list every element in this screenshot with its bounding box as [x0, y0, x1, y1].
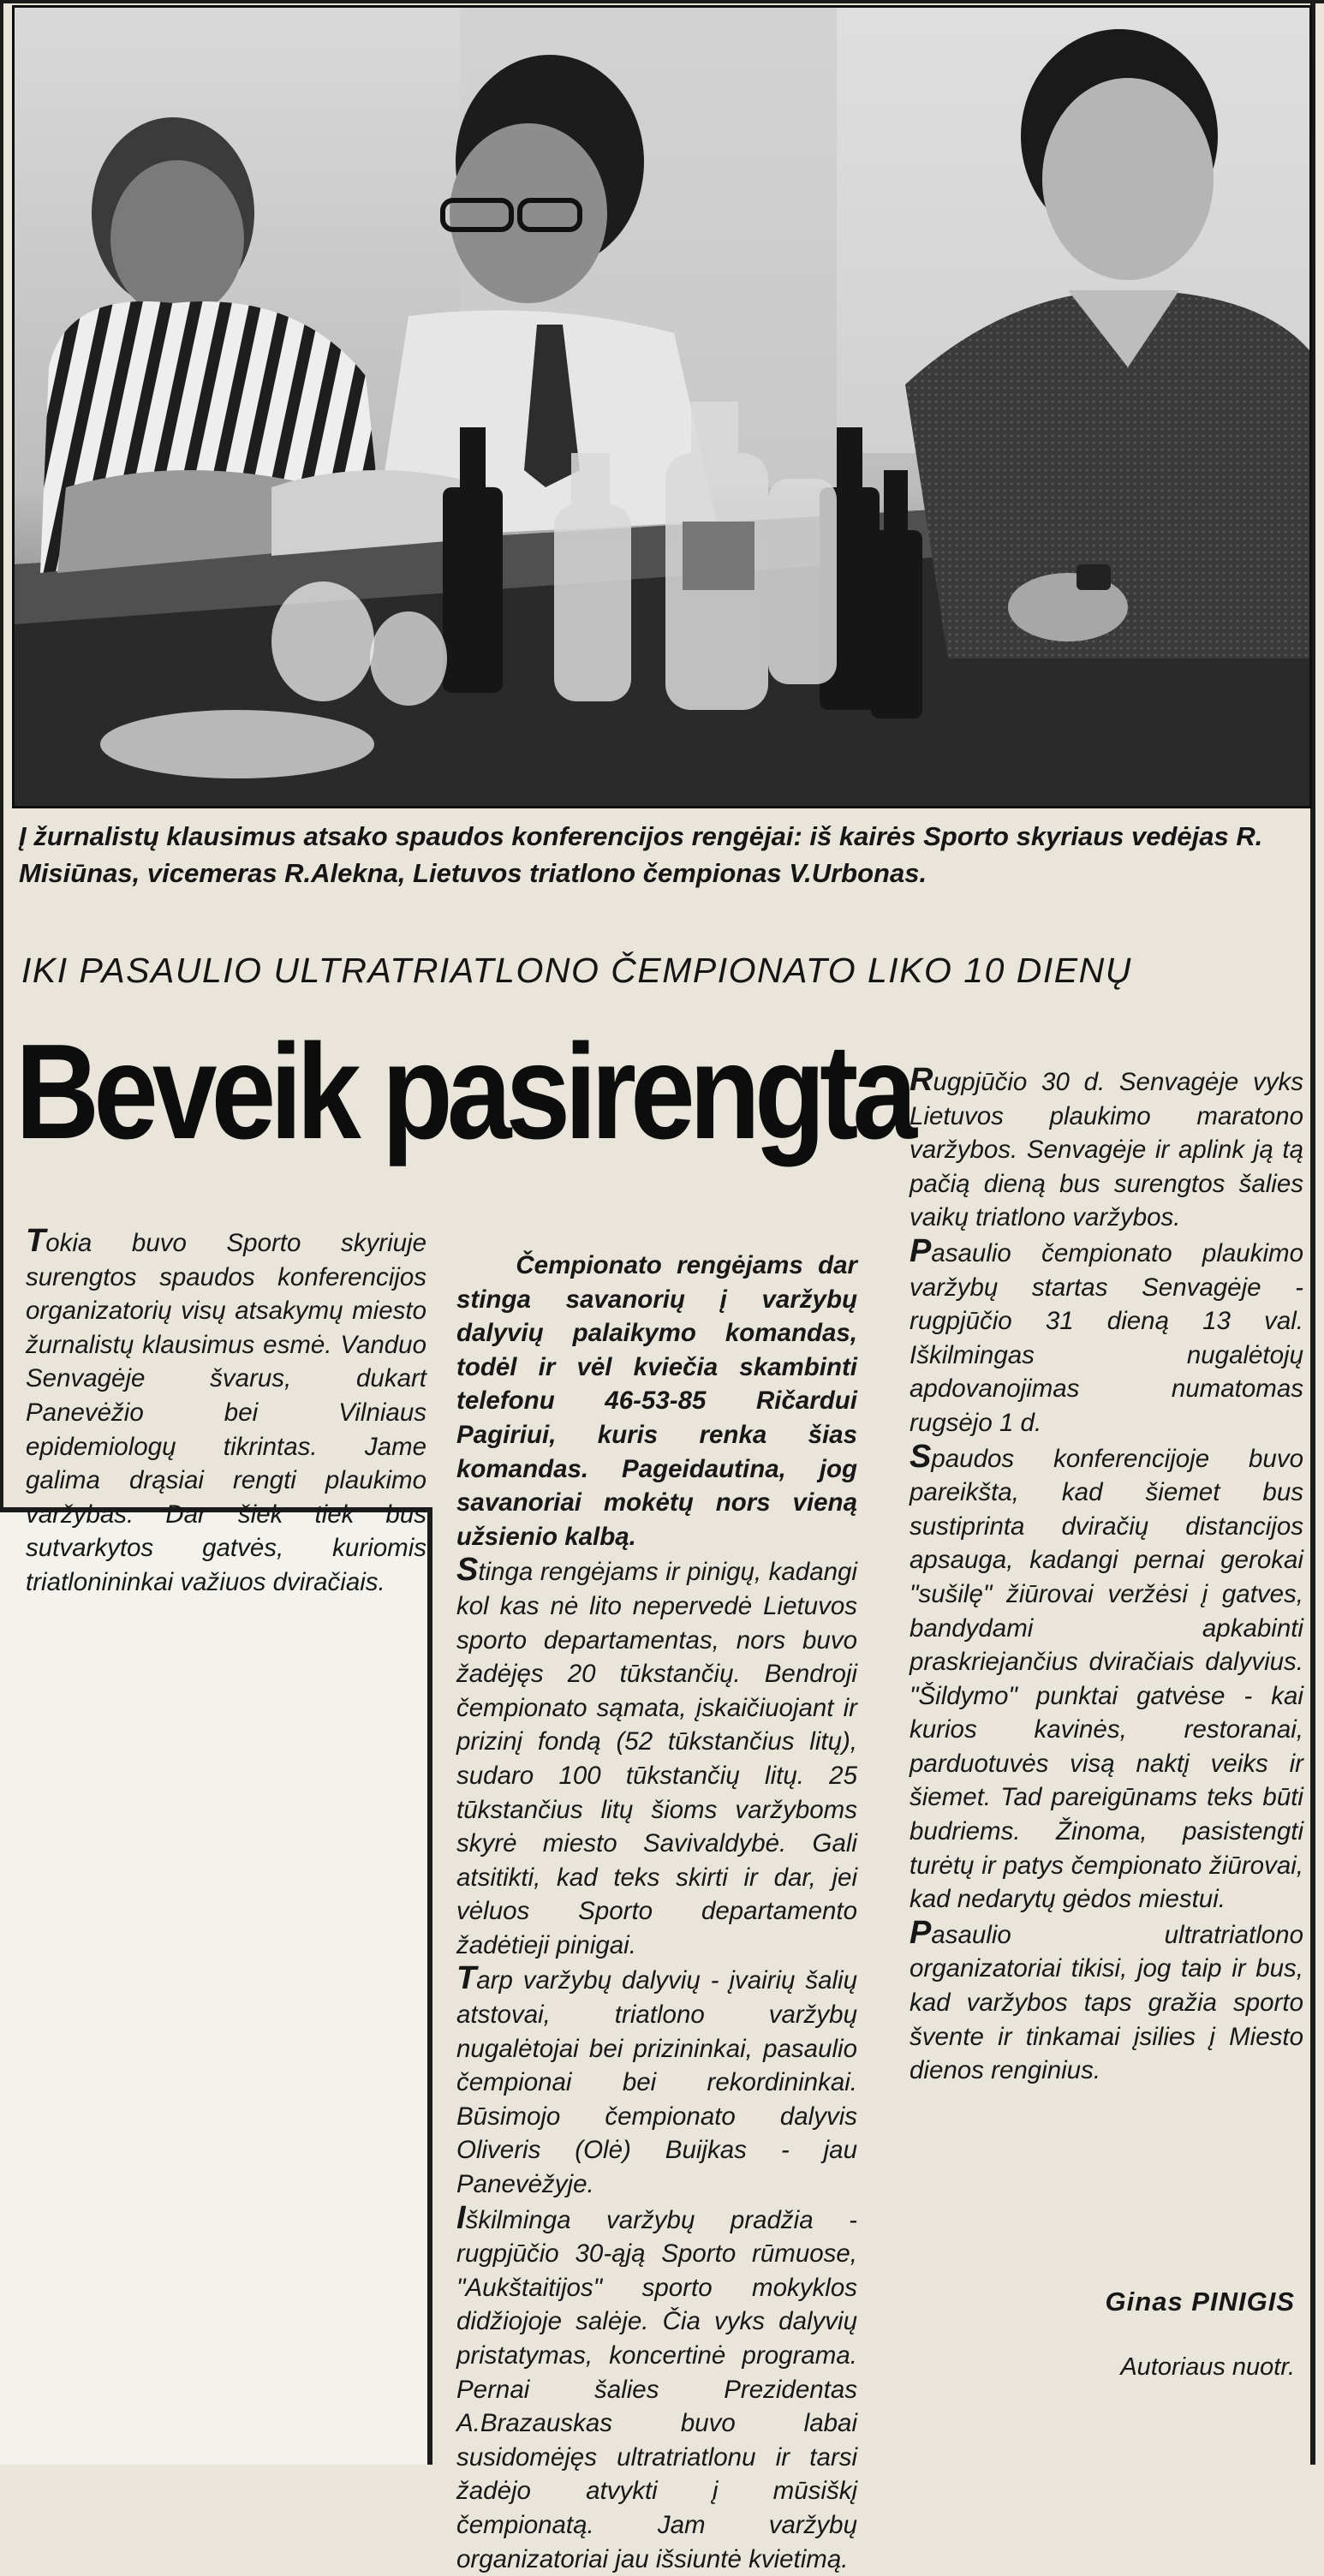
- paragraph-7-text: asaulio čempionato plaukimo varžybų startas Senvagėje - rugpjūčio 31 dieną 13 val. Iškilmingas nugalėtojų apdovanojimas numatomas rugsėjo 1 d.: [910, 1238, 1303, 1437]
- photo-illustration: [15, 8, 1309, 806]
- paragraph-2: [456, 1249, 857, 1553]
- paragraph-1-text: okia buvo Sporto skyriuje surengtos spaudos konferencijos organizatorių visų atsakymų miesto žurnalistų klausimus esmė. Vanduo Senvagėje švarus, dukart Panevėžio bei Vilniaus epidemiologų tikrintas. Jame galima drąsiai rengti plaukimo varžybas. Dar šiek tiek bus sutvarkytos gatvės, kuriomis triatlonininkai važiuos dviračiais.: [26, 1229, 426, 1596]
- clipping-edge-middle: [427, 1507, 432, 2465]
- paragraph-7: [910, 1232, 1303, 1440]
- clipping-edge-left: [0, 0, 3, 1507]
- paragraph-1: [26, 1225, 426, 1600]
- drop-initial: T: [456, 1960, 477, 1997]
- drop-initial: P: [910, 1914, 932, 1951]
- kicker-line: IKI PASAULIO ULTRATRIATLONO ČEMPIONATO LIKO 10 DIENŲ: [21, 951, 1132, 990]
- paragraph-2-text: Čempionato rengėjams dar stinga savanorių į varžybų dalyvių palaikymo komandas, todėl ir vėl kviečia skambinti telefonu 46-53-85 Ričardui Pagiriui, kuris renka šias komandas. Pageidautina, jog savanoriai mokėtų nors vieną užsienio kalbą.: [456, 1251, 857, 1551]
- drop-initial: I: [456, 2199, 466, 2236]
- paragraph-3: [456, 1553, 857, 1962]
- paragraph-6: [910, 1064, 1303, 1235]
- paragraph-8: [910, 1440, 1303, 1917]
- blank-background: [0, 1512, 427, 2465]
- drop-initial: P: [910, 1232, 932, 1269]
- drop-initial: T: [26, 1223, 46, 1259]
- paragraph-4: [456, 1962, 857, 2201]
- paragraph-6-text: ugpjūčio 30 d. Senvagėje vyks Lietuvos plaukimo maratono varžybos. Senvagėje ir aplink ją tą pačią dieną bus surengtos šalies vaikų triatlono varžybos.: [910, 1068, 1303, 1232]
- author-byline: Ginas PINIGIS: [1105, 2287, 1295, 2317]
- photo-caption: Į žurnalistų klausimus atsako spaudos konferencijos rengėjai: iš kairės Sporto skyriaus vedėjas R. Misiūnas, vicemeras R.Alekna, Lietuvos triatlono čempionas V.Urbonas.: [19, 821, 1263, 888]
- article-column-3: [910, 1064, 1303, 2088]
- press-conference-photo: [12, 5, 1312, 808]
- paragraph-4-text: arp varžybų dalyvių - įvairių šalių atstovai, triatlono varžybų nugalėtojai bei prizininkai, pasaulio čempionai bei rekordininkai. Būsimojo čempionato dalyvis Oliveris (Olė) Buijkas - jau Panevėžyje.: [456, 1966, 857, 2199]
- paragraph-9-text: asaulio ultratriatlono organizatoriai tikisi, jog taip ir bus, kad varžybos taps gražia sporto švente ir tinkamai įsilies į Miesto dienos renginius.: [910, 1920, 1303, 2085]
- article-column-1: [26, 1225, 426, 1600]
- drop-initial: S: [456, 1552, 479, 1589]
- clipping-edge-top: [0, 0, 1324, 3]
- drop-initial: R: [910, 1062, 933, 1098]
- paragraph-5-text: škilminga varžybų pradžia - rugpjūčio 30-ąją Sporto rūmuose, "Aukštaitijos" sporto mokyklos didžiojoje salėje. Čia vyks dalyvių pristatymas, koncertinė programa. Pernai šalies Prezidentas A.Brazauskas buvo labai susidomėjęs ultratriatlonu ir tarsi žadėjo atvykti į mūsiškį čempionatą. Jam varžybų organizatoriai jau išsiuntė kvietimą.: [456, 2205, 857, 2573]
- headline: Beveik pasirengta: [15, 1017, 912, 1167]
- paragraph-9: [910, 1914, 1303, 2088]
- paragraph-3-text: tinga rengėjams ir pinigų, kadangi kol kas nė lito nepervedė Lietuvos sporto departamentas, nors buvo žadėjęs 20 tūkstančių. Bendroji čempionato sąmata, įskaičiuojant ir prizinį fondą (52 tūkstančius litų), sudaro 100 tūkstančių litų. 25 tūkstančius litų šioms varžyboms skyrė miesto Savivaldybė. Gali atsitikti, kad teks skirti ir dar, jei vėluos Sporto departamento žadėtieji pinigai.: [456, 1558, 857, 1959]
- drop-initial: S: [910, 1438, 932, 1475]
- paragraph-5: [456, 2199, 857, 2576]
- paragraph-8-text: paudos konferencijoje buvo pareikšta, kad šiemet bus sustiprinta dviračių distancijos apsauga, kadangi pernai gerokai "sušilę" žiūrovai veržėsi į gatves, bandydami apkabinti praskriejančius dviračiais dalyvius. "Šildymo" punktai gatvėse - kai kurios kavinės, restoranai, parduotuvės visą naktį veiks ir šiemet. Tad pareigūnams teks būti budriems. Žinoma, pasistengti turėtų ir patys čempionato žiūrovai, kad nedarytų gėdos miestui.: [910, 1444, 1303, 1914]
- photo-credit: Autoriaus nuotr.: [1120, 2353, 1295, 2381]
- article-column-2: [456, 1249, 857, 2576]
